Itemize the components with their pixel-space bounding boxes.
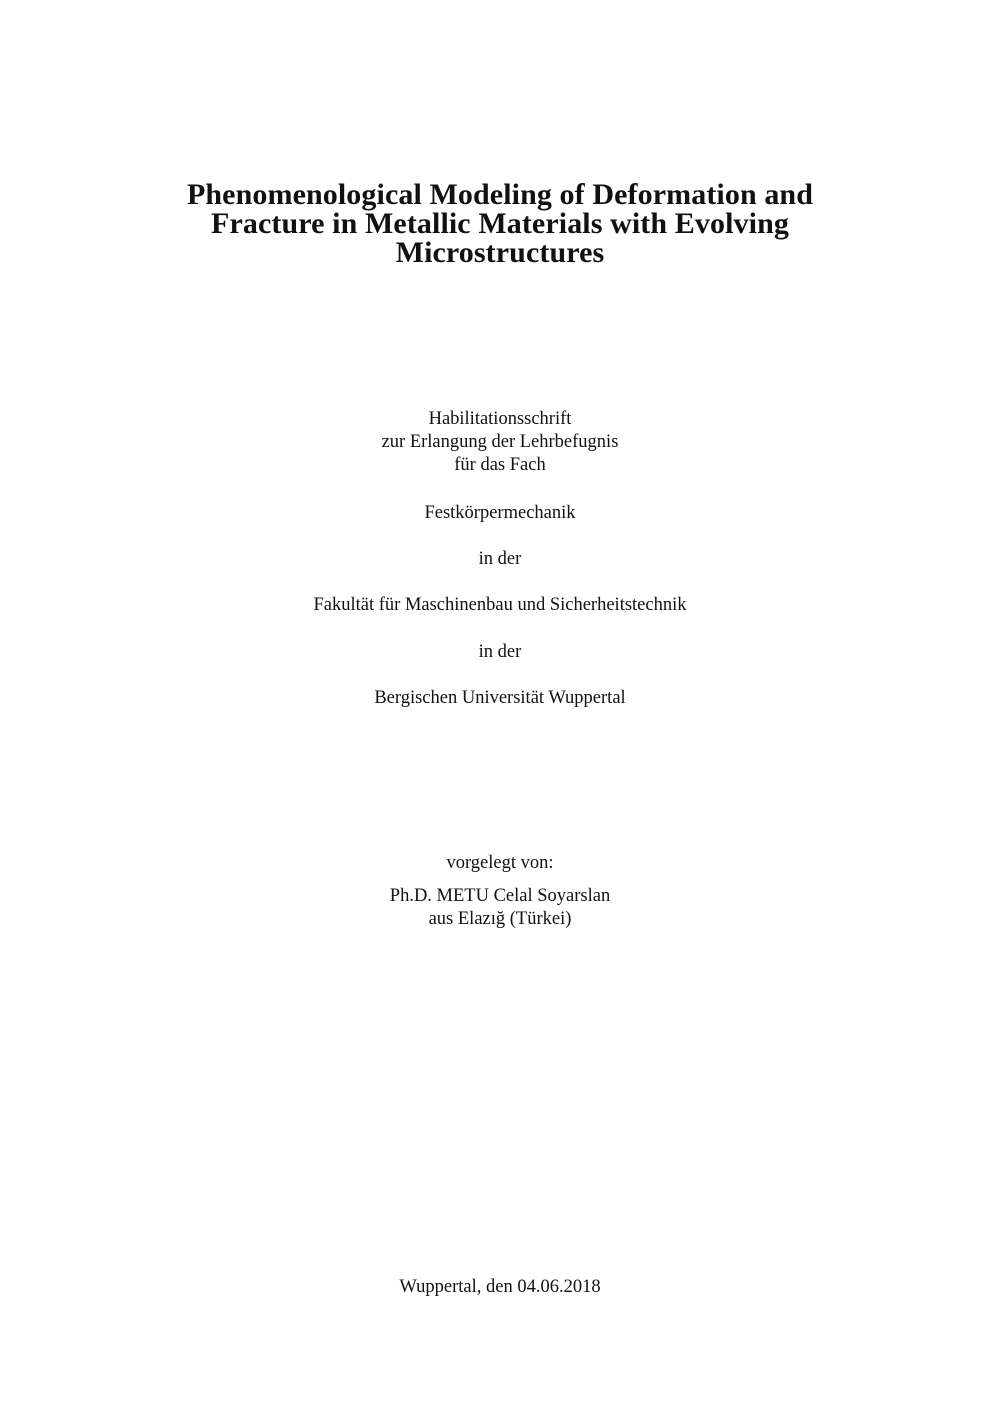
in-der-text-1: in der xyxy=(478,549,522,569)
thesis-title xyxy=(0,180,1000,267)
author-name: Ph.D. METU Celal Soyarslan xyxy=(389,886,611,906)
university-name: Bergischen Universität Wuppertal xyxy=(374,688,626,708)
place-and-date: Wuppertal, den 04.06.2018 xyxy=(399,1277,601,1297)
submission-line-1: Habilitationsschrift xyxy=(428,409,572,429)
submission-line-3: für das Fach xyxy=(454,455,546,475)
author-block xyxy=(0,885,1000,931)
submission-statement xyxy=(0,408,1000,477)
thesis-title-line-3: Microstructures xyxy=(395,236,605,269)
author-origin: aus Elazığ (Türkei) xyxy=(428,909,572,929)
in-der-text-2: in der xyxy=(478,642,522,662)
submission-line-2: zur Erlangung der Lehrbefugnis xyxy=(381,432,619,452)
subject-name: Festkörpermechanik xyxy=(424,503,576,523)
thesis-title-line-2: Fracture in Metallic Materials with Evolving xyxy=(211,207,789,240)
faculty-name: Fakultät für Maschinenbau und Sicherheitstechnik xyxy=(313,595,687,615)
thesis-title-line-1: Phenomenological Modeling of Deformation and xyxy=(186,178,814,211)
presented-by-label: vorgelegt von: xyxy=(446,853,554,873)
